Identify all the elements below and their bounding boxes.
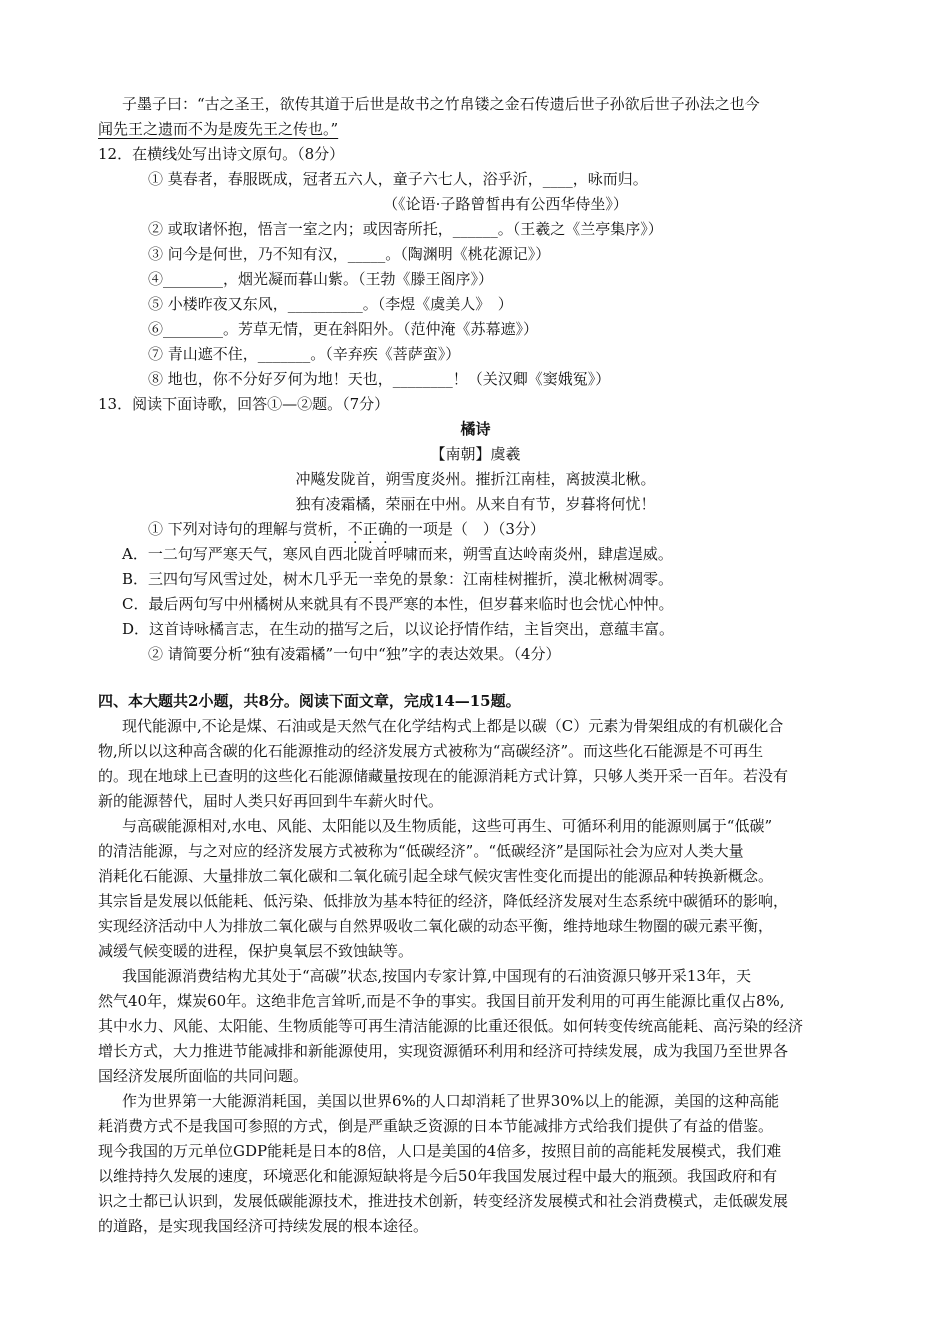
option-c: C．最后两句写中州橘树从来就具有不畏严寒的本性，但岁暮来临时也会忧心忡忡。 bbox=[122, 595, 674, 613]
article-line: 新的能源替代，届时人类只好再回到牛车薪火时代。 bbox=[98, 792, 444, 810]
article-line: 减缓气候变暖的进程，保护臭氧层不致蚀缺等。 bbox=[98, 942, 414, 960]
article-line: 其中水力、风能、太阳能、生物质能等可再生清洁能源的比重还很低。如何转变传统高能耗、高污染的经济 bbox=[98, 1017, 804, 1035]
quoted-passage bbox=[98, 92, 853, 142]
article-line: 我国能源消费结构尤其处于“高碳”状态,按国内专家计算,中国现有的石油资源只够开采13年，天 bbox=[122, 967, 751, 985]
article-line: 作为世界第一大能源消耗国，美国以世界6%的人口却消耗了世界30%以上的能源，美国的这种高能 bbox=[122, 1092, 780, 1110]
poem-line-2: 独有凌霜橘，荣丽在中州。从来自有节，岁暮将何忧！ bbox=[295, 495, 656, 513]
exam-page bbox=[98, 92, 853, 1239]
fill-item-8: ⑧ 地也，你不分好歹何为地！天也，________！（关汉卿《窦娥冤》） bbox=[148, 370, 611, 388]
fill-item-2: ② 或取诸怀抱，悟言一室之内；或因寄所托，______。（王羲之《兰亭集序》） bbox=[148, 220, 663, 238]
article-line: 的道路，是实现我国经济可持续发展的根本途径。 bbox=[98, 1217, 429, 1235]
fill-item-4: ④________，烟光凝而暮山紫。（王勃《滕王阁序》） bbox=[148, 270, 494, 288]
question-13-stem: 13．阅读下面诗歌，回答①—②题。（7分） bbox=[98, 395, 390, 413]
sub-question-1-pre: ① 下列对诗句的理解与赏析， bbox=[148, 520, 348, 538]
question-12-stem: 12．在横线处写出诗文原句。（8分） bbox=[98, 145, 345, 163]
section-4-heading: 四、本大题共2小题，共8分。阅读下面文章，完成14—15题。 bbox=[98, 692, 521, 710]
fill-item-3: ③ 问今是何世，乃不知有汉，_____。（陶渊明《桃花源记》） bbox=[148, 245, 551, 263]
question-12 bbox=[98, 142, 853, 392]
article-line: 识之士都已认识到，发展低碳能源技术，推进技术创新，转变经济发展模式和社会消费模式，走低碳发展 bbox=[98, 1192, 789, 1210]
article-line: 然气40年，煤炭60年。这绝非危言耸听,而是不争的事实。我国目前开发利用的可再生能源比重仅占8%, bbox=[98, 992, 785, 1010]
article-paragraph-2 bbox=[98, 814, 853, 964]
article-line: 现代能源中,不论是煤、石油或是天然气在化学结构式上都是以碳（C）元素为骨架组成的有机碳化合 bbox=[122, 717, 784, 735]
option-d: D．这首诗咏橘言志，在生动的描写之后，以议论抒情作结，主旨突出，意蕴丰富。 bbox=[122, 620, 675, 638]
article-line: 其宗旨是发展以低能耗、低污染、低排放为基本特征的经济，降低经济发展对生态系统中碳循环的影响， bbox=[98, 892, 789, 910]
article-paragraph-3 bbox=[98, 964, 853, 1089]
article-line: 的。现在地球上已查明的这些化石能源储藏量按现在的能源消耗方式计算，只够人类开采一百年。若没有 bbox=[98, 767, 789, 785]
emphasis-char: 不 bbox=[347, 520, 363, 538]
article-line: 消耗化石能源、大量排放二氧化碳和二氧化硫引起全球气候灾害性变化而提出的能源品种转换新概念。 bbox=[98, 867, 774, 885]
option-a: A．一二句写严寒天气，寒风自西北陇首呼啸而来，朔雪直达岭南炎州，肆虐逞威。 bbox=[122, 545, 673, 563]
question-13 bbox=[98, 392, 853, 667]
fill-item-1: ① 莫春者，春服既成，冠者五六人，童子六七人，浴乎沂，____，咏而归。 bbox=[148, 170, 648, 188]
poem-line-1: 冲飚发陇首，朔雪度炎州。摧折江南桂，离披漠北楸。 bbox=[295, 470, 656, 488]
sub-question-1 bbox=[98, 517, 853, 542]
poem-author: 【南朝】虞羲 bbox=[430, 445, 521, 463]
passage-line bbox=[98, 92, 853, 117]
article-line: 与高碳能源相对,水电、风能、太阳能以及生物质能，这些可再生、可循环利用的能源则属于“低碳” bbox=[122, 817, 773, 835]
passage-line-2: 闻先王之遗而不为是废先王之传也。” bbox=[98, 120, 339, 138]
sub-question-2: ② 请简要分析“独有凌霜橘”一句中“独”字的表达效果。（4分） bbox=[148, 645, 561, 663]
section-4 bbox=[98, 689, 853, 1239]
article-line: 增长方式，大力推进节能减排和新能源使用，实现资源循环利用和经济可持续发展，成为我国乃至世界各 bbox=[98, 1042, 789, 1060]
article-line: 以维持持久发展的速度，环境恶化和能源短缺将是今后50年我国发展过程中最大的瓶颈。我国政府和有 bbox=[98, 1167, 778, 1185]
poem-title: 橘诗 bbox=[460, 421, 491, 438]
option-b: B．三四句写风雪过处，树木几乎无一幸免的景象：江南桂树摧折，漠北楸树凋零。 bbox=[122, 570, 674, 588]
passage-line bbox=[98, 117, 853, 142]
article-line: 物,所以以这种高含碳的化石能源推动的经济发展方式被称为“高碳经济”。而这些化石能源是不可再生 bbox=[98, 742, 764, 760]
spacer bbox=[98, 667, 853, 689]
passage-line-1: 子墨子曰：“古之圣王，欲传其道于后世是故书之竹帛镂之金石传遗后世子孙欲后世子孙法之也今 bbox=[122, 95, 760, 113]
emphasis-char: 正 bbox=[362, 520, 378, 538]
article-paragraph-4 bbox=[98, 1089, 853, 1239]
article-line: 实现经济活动中人为排放二氧化碳与自然界吸收二氧化碳的动态平衡，维持地球生物圈的碳元素平衡， bbox=[98, 917, 774, 935]
sub-question-1-post: 的一项是（ ）（3分） bbox=[392, 520, 545, 538]
fill-item-6: ⑥________。芳草无情，更在斜阳外。（范仲淹《苏幕遮》） bbox=[148, 320, 539, 338]
article-line: 现今我国的万元单位GDP能耗是日本的8倍，人口是美国的4倍多，按照目前的高能耗发展模式，我们难 bbox=[98, 1142, 782, 1160]
emphasis-char: 确 bbox=[377, 520, 393, 538]
fill-item-1-source: （《论语·子路曾皙冉有公西华侍坐》） bbox=[383, 195, 628, 213]
article-paragraph-1 bbox=[98, 714, 853, 814]
article-line: 国经济发展所面临的共同问题。 bbox=[98, 1067, 309, 1085]
fill-item-7: ⑦ 青山遮不住，_______。（辛弃疾《菩萨蛮》） bbox=[148, 345, 461, 363]
article-line: 耗消费方式不是我国可参照的方式，倒是严重缺乏资源的日本节能减排方式给我们提供了有益的借鉴。 bbox=[98, 1117, 774, 1135]
fill-item-5: ⑤ 小楼昨夜又东风，__________。（李煜《虞美人》 ） bbox=[148, 295, 513, 313]
article-line: 的清洁能源，与之对应的经济发展方式被称为“低碳经济”。“低碳经济”是国际社会为应对人类大量 bbox=[98, 842, 744, 860]
